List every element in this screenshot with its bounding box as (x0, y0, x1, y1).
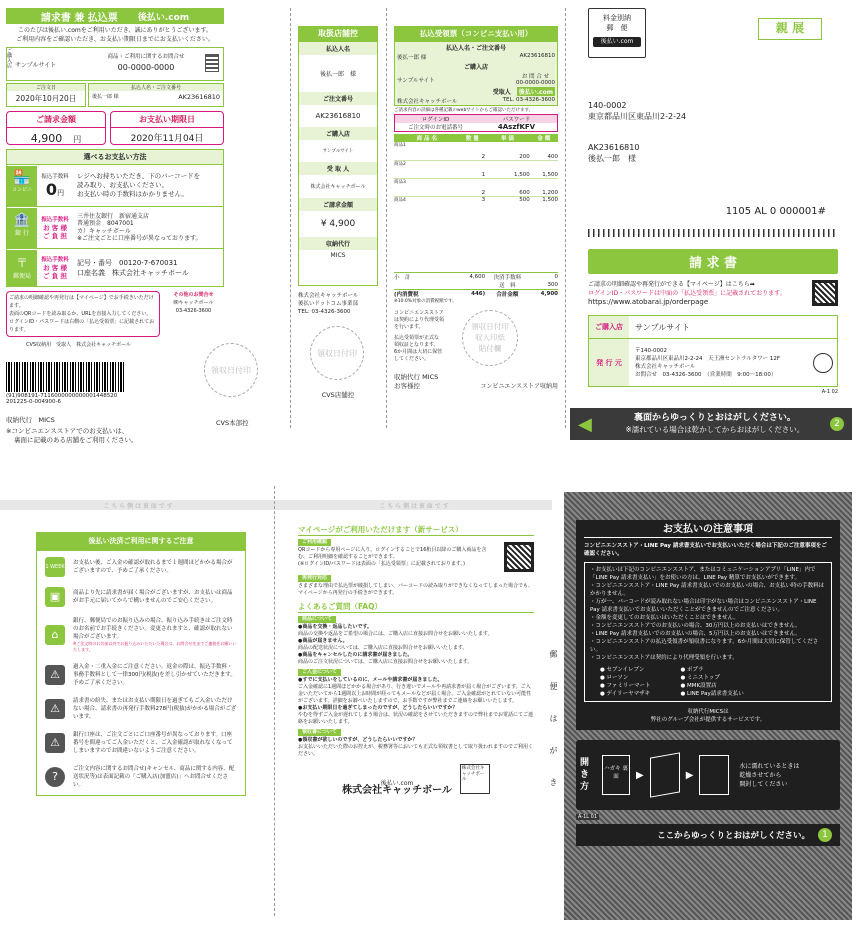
ship-value: 300 (547, 281, 558, 288)
yen-unit: 円 (73, 135, 82, 144)
notice-1: お支払い後、ご入金の確認が取れるまで１週間ほどかかる場合がございますので、予めご了承ください。 (73, 560, 233, 574)
receipt-agent: 収納代行 MICS (394, 372, 439, 381)
issuer-address: 東京都品川区東品川2-2-24 天王洲セントラルタワー 12F (635, 355, 780, 362)
method-bank-name: 銀 行 (15, 229, 29, 237)
revenue-stamp-text2: 貼付欄 (478, 344, 502, 353)
issuer-contact: お問合せ 03-4326-3600 （営業時間 9:00～18:00） (635, 371, 777, 378)
subtotal-label: 小 計 (394, 274, 411, 281)
password-value: 4AszfKFV (497, 123, 536, 131)
col-name: 商 品 名 (416, 136, 437, 142)
store-item: ● LINE Pay請求書支払い (680, 691, 744, 697)
item-price: 1,500 (485, 160, 530, 178)
item-price: 500 (519, 196, 530, 203)
faq-a2: 商品の配送状況については、ご購入店に直接お問合せをお願いいたします。 (298, 645, 468, 651)
peel-banner-back (570, 408, 852, 440)
postage-label2: 郵 便 (606, 24, 628, 32)
amount-value: 4,900 (30, 132, 63, 145)
method-post-fee2: お 客 様 (42, 263, 68, 272)
atobarai-logo: 後払い.com (137, 12, 190, 23)
receipt-inquiry: お 問 合 せ (521, 74, 550, 80)
notice-2: 商品より先に請求書が届く場合がございますが、お支払いは商品がお手元に届いてからで構いませんのでご安心ください。 (73, 590, 233, 604)
tax-value: 446) (471, 290, 486, 297)
mypage-url[interactable]: https://www.atobarai.jp/orderpage (588, 298, 709, 306)
barcode-number1: (91)908191-7116000000000001448520 (6, 393, 118, 399)
postcard-invoice-title: 請 求 書 (588, 249, 838, 274)
order-date: 2020年10月20日 (15, 94, 77, 103)
stub-agent-label: 収納代行 (299, 237, 377, 250)
recipient-zip: 140-0002 (588, 101, 627, 110)
method-bank-text4: ※ご注文ごとに口座番号が異なっております。 (77, 235, 202, 242)
item-name: 商品4 (394, 197, 406, 203)
subtotal-value: 4,600 (469, 273, 486, 280)
method-post-fee3: ご 負 担 (42, 271, 68, 280)
table-row (394, 196, 558, 214)
qr-code-icon[interactable] (812, 280, 838, 306)
peel-illust-icon (650, 752, 680, 797)
revenue-stamp-text: 収入印紙 (475, 333, 505, 342)
oyaten-box: 親 展 (758, 18, 822, 40)
package-icon: ▣ (45, 587, 65, 607)
stub-receiver-label: 受 取 人 (299, 162, 377, 175)
stub-footer1: 株式会社キャッチボール (298, 293, 359, 299)
one-week-icon: 1 WEEK (45, 557, 65, 577)
item-sum: 400 (530, 142, 558, 160)
method-cvs-text2: 読み取り、お支払いください。 (77, 181, 168, 189)
contact-title: その他のお問合せ (173, 292, 214, 298)
stub-receiver: 株式会社キャッチボール (310, 184, 366, 190)
vertical-postcard-text: 郵 便 は が き (549, 650, 558, 794)
purchase-label: ご購入店 (7, 48, 13, 80)
dark-8: ・コンビニエンスストアは契約により代理受領を行います。 (590, 655, 738, 661)
item-qty: 3 (481, 196, 486, 203)
peel-text1: 裏面からゆっくりとおはがしください。 (633, 413, 796, 423)
method-cvs-text1: レジへお持ちいただき、下のバーコードを (77, 172, 201, 180)
item-sum: 1,200 (530, 178, 558, 196)
receipt-shop: サンプルサイト (397, 78, 435, 84)
receipt-note4: 払込受領票が正式な (394, 334, 440, 341)
postcard-front (588, 8, 838, 448)
notice-4: 過入金・二重入金にご注意ください。返金の際は、振込手数料・事務手数料として一律300円(税抜)を差し引かせていただきます。予めご了承ください。 (73, 664, 236, 686)
method-post-text1: 記号・番号 00120-7-670031 (77, 258, 178, 267)
store-item: ● ミニストップ (680, 675, 720, 681)
back-strip (0, 500, 552, 510)
postcard-shop-label: ご購入店 (589, 316, 629, 338)
dark-7: ・コンビニエンスストアの払込受領書が領収書になります。6か月間は大切に保管してください。 (590, 639, 819, 653)
postcard-logo: 後払い.com (593, 37, 641, 47)
mypage-notice (6, 291, 160, 337)
faq-a1: 商品の交換や返品をご希望の場合には、ご購入店に直接お問合せをお願いいたします。 (298, 631, 493, 637)
faq-q3: ●商品をキャンセルしたのに請求書が届きました。 (298, 652, 413, 658)
stub-footer2: 後払いドットコム事業部 (298, 301, 359, 307)
faq-h1: 商品について (298, 616, 336, 623)
store-item: ● セブンイレブン (600, 667, 645, 673)
faq-a5: やむを得ずご入金が遅れてしまう場合は、状況の確認をさせていただきますので弊社までお電話にてご連絡をお願いいたします。 (298, 712, 534, 725)
arrow-right-icon: ▶ (685, 769, 694, 781)
warning-icon: ⚠ (45, 699, 65, 719)
notice-7: ご注文内容に関するお問合せ(キャンセル、商品に関する内容、配送状況等)は表面記載の「ご購入店(加盟店)」へお問合せください。 (73, 766, 235, 788)
methods-title: 選べるお支払い方法 (7, 150, 223, 164)
stub-shop: サンプルサイト (322, 149, 354, 154)
receipt-inquiry-tel: 00-0000-0000 (516, 80, 555, 86)
table-row (394, 178, 558, 196)
receipt-title: 払込受領票（コンビニ支払い用） (394, 26, 558, 41)
total-value: 4,900 (540, 290, 558, 297)
item-sum: 1,500 (530, 160, 558, 178)
back-logo: 後払い.com (380, 780, 414, 787)
receipt-note3: を行います。 (394, 323, 424, 330)
store-item: ● ローソン (600, 675, 629, 681)
payer-name: 後払一郎 様 (92, 94, 119, 100)
fee-value: 0 (554, 273, 558, 280)
method-cvs-text3: お支払い時の手数料はかかりません。 (77, 190, 188, 198)
inquiry-tel: 00-0000-0000 (117, 63, 175, 72)
notice-3-small: ※ご注文時のお名前以外でお振り込みいただいた場合は、お問合せ先までご連絡をお願いいたします。 (73, 641, 237, 652)
convenience-store-icon: 🏪 (13, 169, 31, 186)
col-price: 単 価 (500, 136, 514, 142)
notice-6: 銀行口座は、ご注文ごとにご口座番号が異なっております。口座番号を間違ってご入金いただくと、ご入金確認が取れなくなってしまいますのでお間違いないようご注意ください。 (73, 732, 233, 754)
postal-barcode (588, 229, 838, 237)
receipt-note5: 領収証となります。 (394, 341, 439, 348)
item-name: 商品2 (394, 160, 460, 178)
dark-sub: コンビニエンスストア・LINE Pay 請求書支払いでお支払いいただく場合は下記のご注意事項をご確認ください。 (584, 543, 827, 557)
item-price: 600 (485, 178, 530, 196)
warning-icon: ⚠ (45, 733, 65, 753)
faq-h2: ご入金について (298, 669, 341, 676)
receipt-stamp-text: 領収日付印 (471, 322, 509, 331)
receipt-note6: 6か月間は大切に保管 (394, 348, 443, 355)
faq-q6: ●領収書が欲しいのですが、どうしたらいいですか？ (298, 737, 418, 743)
method-bank-fee3: ご 負 担 (42, 231, 68, 240)
stub-bottom: CVS店舗控 (321, 391, 355, 399)
notice-line2: 表面のQRコードを読み取るか、URLを直接入力してください。 (9, 311, 152, 317)
peel-banner-front (576, 824, 840, 846)
back-notice-title: 後払い決済ご利用に関するご注意 (36, 532, 246, 550)
item-name: 商品1 (394, 142, 460, 160)
receipt-stamp-circle: 領収日付印 (204, 343, 258, 397)
password-label: パスワード (502, 117, 531, 123)
faq-a4: ご入金確認に1週間ほどかかる場合があり、行き違いでメールや再請求書が届く場合がございます。ご入金いただいてから1週間以上お時間が経ってもメールなどが届く場合、ご入金確認がとれていない可能性がございます。詳細をお調べいたしますので、お手数ですが弊社までご連絡をお願いいたします。 (298, 684, 532, 704)
receipt-bottom1: お客様控 (394, 381, 420, 390)
method-cvs-yen: 円 (57, 189, 65, 197)
method-post-name: 郵便局 (12, 272, 31, 280)
method-cvs-fee: 0 (45, 180, 58, 199)
mypage-t2: さまざまな理由で払込票が破損してしまい、バーコードの読み取りができなくなってしまった場合でも、マイページから再発行の手続きができます。 (298, 583, 534, 596)
receipt-receiver-label: 受取人 (492, 89, 511, 96)
due-label: お支払い期限日 (111, 112, 223, 128)
issuer-zip: 〒140-0002 (635, 347, 667, 354)
mypage-h1: ご利用確認 (298, 539, 331, 546)
stub-payer: 後払一郎 様 (319, 71, 356, 78)
issuer-company: 株式会社キャッチボール (635, 363, 696, 370)
method-post-text2: 口座名義 株式会社キャッチボール (77, 268, 189, 277)
receipt-note1: コンビニエンスストア (394, 309, 444, 316)
postcard-shop: サンプルサイト (635, 322, 690, 332)
postcard-version: A-1 02 (821, 389, 838, 395)
open-card-icon (699, 755, 729, 795)
peel-text2: ※濡れている場合は乾かしてからおはがしください。 (625, 425, 805, 434)
arrow-left-icon: ◀ (578, 413, 592, 435)
receipt-shop-label: ご購入店 (463, 64, 488, 71)
back-version: A-1L 01 (578, 814, 598, 820)
cvs-line: CVS収納用 受取人 株式会社キャッチボール (26, 342, 131, 348)
stub-amount: ¥ 4,900 (320, 219, 356, 229)
receipt-panel (394, 26, 558, 391)
tax-note: ※10.0%対象の消費税額です。 (394, 298, 457, 304)
faq-q5: ●お支払い期限日を過ぎてしまったのですが、どうしたらいいですか？ (298, 705, 458, 711)
receipt-company: 株式会社キャッチボール (397, 99, 458, 105)
total-label: 合計金額 (496, 291, 519, 298)
bank-icon: ⌂ (45, 625, 65, 645)
phone-label: ご注文時のお電話番号 (407, 125, 463, 131)
store-item: ● デイリーヤマザキ (600, 691, 651, 697)
company-seal: 株式会社キャッチボール (460, 764, 490, 794)
shop-name: サンプルサイト (15, 61, 57, 69)
open-label: 開き方 (580, 758, 590, 792)
stub-order-no: AK23616810 (315, 112, 361, 120)
store-stub (298, 26, 378, 399)
due-date: 2020年11月04日 (130, 134, 204, 144)
method-cvs-fee-label: 振込手数料 (41, 174, 69, 180)
wet-3: 開封してください (739, 780, 788, 788)
payment-notes-panel (564, 492, 852, 920)
mypage-title: マイページがご利用いただけます（新サービス） (298, 526, 534, 536)
contact-company: ㈱キャッチボール (173, 300, 214, 306)
sorting-code: 1105 AL 0 000001# (725, 206, 826, 217)
stub-title: 取扱店舗控 (298, 26, 378, 41)
faq-h3: 領収書について (298, 729, 341, 736)
store-item: ● ポプラ (680, 667, 704, 673)
inv-line1: ご請求の明細確認や再発行ができる【マイページ】はこちら➡ (588, 281, 755, 288)
warning-icon: ⚠ (45, 665, 65, 685)
notice-line3: ログインID・パスワードは右側の「払込受領票」に記載されております。 (9, 319, 155, 333)
mypage-qr-icon[interactable] (504, 542, 534, 572)
order-date-label: ご注文日 (7, 84, 85, 91)
wet-2: 乾燥させてから (739, 771, 782, 779)
stub-payer-label: 払込人名 (299, 42, 377, 55)
method-bank-fee2: お 客 様 (42, 223, 68, 232)
faq-a6: お支払いいただいた際のお控えが、税務署等においても正式な領収書として取り扱われますのでご利用ください。 (298, 744, 534, 757)
table-row (394, 142, 558, 160)
store-item: ● MMK設置店 (680, 683, 717, 689)
login-id-label: ログインID (421, 117, 450, 123)
order-number: AK23616810 (178, 93, 220, 101)
fee-label: 決済手数料 (493, 274, 522, 281)
invoice-title: 請求書 兼 払込票 (40, 12, 118, 24)
amount-label: ご請求金額 (7, 112, 105, 128)
items-table (394, 134, 558, 298)
peel-front-text: ここからゆっくりとおはがしください。 (657, 831, 810, 841)
notice-5: 請求書の紛失、またはお支払い期限日を過ぎてもご入金いただけない場合、請求書の再発行手数料278円(税抜)がかかる場合がございます。 (73, 698, 237, 720)
page-number-badge: 1 (818, 828, 832, 842)
stub-stamp-circle: 領収日付印 (310, 326, 364, 380)
dark-title: お支払いの注意事項 (584, 526, 832, 538)
receipt-logo: 後払い.com (518, 89, 553, 96)
method-bank-text3: カ）キャッチボール (77, 227, 131, 235)
postcard-illust: ハガキ 裏 面 (602, 755, 630, 795)
receipt-note2: は契約により代理受領 (394, 316, 445, 323)
receipt-payer-label: 払込人名・ご注文番号 (445, 45, 506, 52)
receipt-payer: 後払一郎 様 (397, 55, 427, 61)
mypage-faq-panel (298, 526, 534, 794)
dark-2: ・コンビニエンスストア・LINE Pay 請求書支払いでのお支払いの場合、お支払い時の手数料はかかりません。 (590, 583, 825, 597)
mypage-t1b: (※ログインID/パスワードは表面の「払込受領票」に記載されております。) (298, 561, 465, 567)
stub-shop-label: ご購入店 (299, 127, 377, 140)
question-icon: ? (45, 767, 65, 787)
recipient-order-no: AK23616810 (588, 143, 640, 152)
cvs-note2: 裏面に記載のある店舗をご利用ください。 (14, 436, 138, 444)
receipt-order-no: AK23616810 (519, 53, 555, 59)
store-item: ● ファミリーマート (600, 683, 651, 689)
dark-6: ・LINE Pay 請求書支払いでのお支払いの場合、5万円以上のお支払いはできません。 (590, 631, 801, 637)
item-qty: 2 (460, 142, 486, 160)
item-price: 200 (485, 142, 530, 160)
method-bank-text1: 三井住友銀行 新宿通支店 (77, 212, 150, 220)
faq-a3: 商品のご注文状況については、ご購入店に直接お問合せをお願いいたします。 (298, 659, 473, 665)
cvs-dept: CVS本部控 (216, 419, 249, 427)
invoice-title-bar (6, 8, 224, 24)
mics1: 収納代行MICSは (687, 709, 729, 715)
method-cvs-name: コンビニ (11, 186, 32, 193)
dark-3: ・万が一、バーコードが読み取れない場合は印字がない場合はコンビニエンスストア・LINE Pay 請求書支払いでお支払いいただくことができませんのでご注意ください。 (590, 599, 817, 613)
item-qty: 1 (460, 160, 486, 178)
calculator-icon (205, 54, 219, 72)
faq-q2: ●商品が届きません。 (298, 638, 348, 644)
dark-5: ・コンビニエンスストアでのお支払いの場合、30万円以上のお支払いはできません。 (590, 623, 801, 629)
postage-label1: 料金別納 (603, 14, 631, 22)
mics2: 弊社のグループ会社が提供するサービスです。 (650, 717, 766, 723)
barcode-number2: 201225-0-004900-6 (6, 399, 61, 405)
ship-label: 送 料 (499, 282, 516, 289)
receipt-bottom2: コンビニエンスストア収納用 (480, 382, 558, 390)
post-office-icon: 〒 (15, 255, 28, 270)
col-qty: 数 量 (465, 136, 479, 142)
privacy-mark-icon (813, 353, 833, 373)
cvs-note1: ※コンビニエンスストアでのお支払いは、 (6, 427, 129, 435)
contact-tel: 03-4326-3600 (175, 308, 212, 314)
col-sum: 金 額 (537, 136, 551, 142)
dark-4: ・金額を変更してのお支払いはいただくことはできません。 (590, 615, 739, 621)
table-row (394, 160, 558, 178)
back-company: 株式会社キャッチボール (342, 785, 452, 796)
notice-3: 銀行、郵便局でのお振り込みの場合、振り込み手続きはご注文時のお名前でお手続きください。変更されますと、確認が取れない場合がございます。 (73, 618, 233, 640)
faq-q4: ●すでに支払いをしているのに、メールや請求書が届きました。 (298, 677, 443, 683)
dark-1: ・お支払いは下記のコンビニエンスストア、またはコミュニケーションアプリ「LINE」内で「LINE Pay 請求書支払い」をお使いの方は、LINE Pay 精算でお支払いができます。 (590, 567, 816, 581)
method-post-fee1: 振込手数料 (41, 256, 69, 263)
back-strip-left: こ ち ら 側 は 裏 面 で す (103, 502, 173, 510)
back-notice-panel (36, 532, 246, 796)
arrow-right-icon: ▶ (636, 769, 644, 781)
item-qty: 2 (460, 178, 486, 196)
receipt-web-note: ご請求内容の詳細は各種記載のwebサイトからご確認いただけます。 (394, 108, 534, 113)
back-strip-right: こ ち ら 側 は 裏 面 で す (379, 502, 449, 510)
stub-order-label: ご注文番号 (299, 92, 377, 105)
payer-label: 払込人名・ご注文番号 (89, 84, 223, 91)
cvs-barcode (6, 362, 126, 392)
tax-label: (内消費税 (394, 291, 419, 298)
item-sum: 1,500 (542, 196, 558, 203)
agent: 収納代行 MICS (6, 416, 55, 424)
inquiry-label: 商品・ご利用に関するお問合せ (107, 54, 185, 60)
inv-line2: ログインID・パスワードは中面の「払込受領票」に記載されております。 (588, 290, 786, 297)
recipient-address: 東京都品川区東品川2-2-24 (588, 112, 687, 121)
receipt-stamp-circle (462, 310, 518, 366)
stub-agent: MICS (330, 252, 346, 259)
wet-1: 水に濡れているときは (739, 762, 800, 770)
mypage-t1: QRコードから専用ページに入り、ログインすることで16桁目以降のご購入商品を含む、ご利用明細を確認することができます。 (298, 547, 487, 560)
page-number-badge: 2 (830, 417, 844, 431)
faq-q1: ●商品を交換・返品したいです。 (298, 624, 372, 630)
mypage-h2: 再発行対応 (298, 575, 331, 582)
stub-amount-label: ご請求金額 (299, 198, 377, 211)
stub-footer3: TEL: 03-4326-3600 (298, 309, 351, 315)
method-bank-fee1: 振込手数料 (41, 216, 69, 223)
issuer-label: 発 行 元 (589, 339, 629, 386)
invoice-panel (6, 8, 251, 448)
recipient-name: 後払一郎 様 (588, 154, 636, 163)
notice-line1: ご請求の明細確認や再発行は【マイページ】でお手続きいただけます。 (9, 295, 154, 309)
receipt-note7: してください。 (394, 355, 430, 362)
intro: このたびは後払い.comをご利用いただき、誠にありがとうございます。 ご利用内容をご確認いただき、お支払い期限日までにお支払いください。 (16, 27, 214, 43)
method-bank-text2: 普通預金 8047001 (77, 220, 134, 227)
bank-icon: 🏦 (13, 212, 31, 228)
item-name: 商品3 (394, 178, 460, 196)
faq-title: よくあるご質問（FAQ） (298, 603, 534, 613)
receipt-tel: TEL. 03-4326-3600 (502, 97, 555, 103)
